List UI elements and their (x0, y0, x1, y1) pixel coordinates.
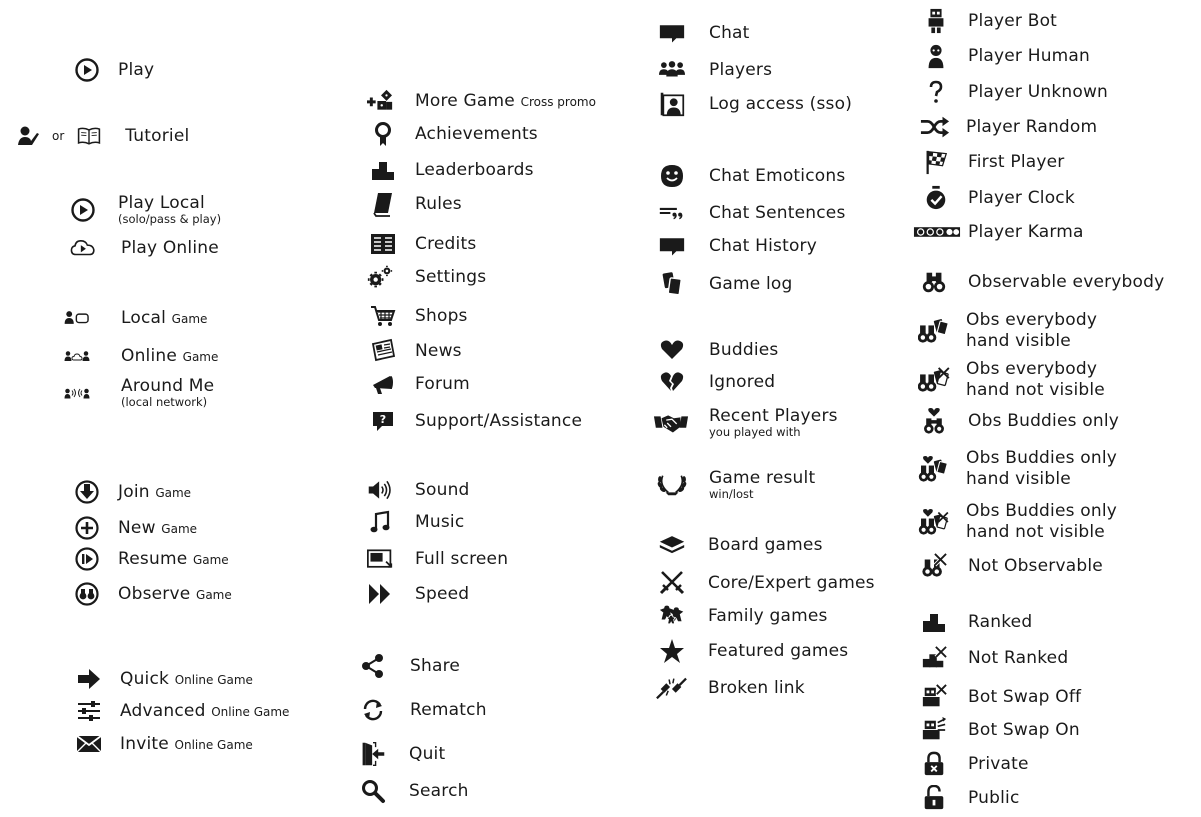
quick-suffix: Online Game (174, 672, 253, 687)
question-icon (921, 78, 951, 106)
binoculars-icon (919, 268, 949, 296)
leaderboards-item[interactable] (368, 156, 534, 184)
not-ranked-label: Not Ranked (968, 648, 1069, 668)
podium-icon (368, 156, 398, 184)
more-game-label: More Game (415, 90, 515, 111)
play-online-item[interactable] (68, 234, 219, 262)
search-item[interactable] (358, 777, 469, 805)
broken-link-label: Broken link (708, 678, 805, 698)
achievements-item[interactable] (368, 120, 538, 148)
shops-label: Shops (415, 306, 468, 326)
log-access-item[interactable] (657, 90, 852, 118)
podium-icon (919, 608, 949, 636)
observe-game-item[interactable] (72, 580, 232, 608)
sound-item[interactable] (365, 476, 470, 504)
crossed-swords-icon (657, 569, 687, 597)
dice-plus-icon (365, 87, 395, 115)
medal-icon (368, 120, 398, 148)
chat-label: Chat (709, 23, 750, 43)
online-game-suffix: Game (182, 349, 219, 364)
speaker-icon (365, 476, 395, 504)
core-games-label: Core/Expert games (708, 573, 875, 593)
new-label: New (118, 517, 156, 538)
local-label: Local (121, 307, 167, 328)
first-player-item[interactable] (921, 148, 1064, 176)
more-game-item[interactable] (365, 87, 596, 115)
private-item[interactable] (919, 750, 1029, 778)
public-item[interactable] (919, 784, 1020, 812)
achievements-label: Achievements (415, 124, 538, 144)
player-karma-label: Player Karma (968, 222, 1084, 242)
gears-icon (365, 263, 395, 291)
share-label: Share (410, 656, 461, 676)
invite-game-item[interactable] (74, 730, 253, 758)
game-result-label: Game result (709, 468, 816, 488)
quick-label: Quick (120, 668, 170, 689)
player-clock-label: Player Clock (968, 188, 1075, 208)
speed-item[interactable] (365, 580, 469, 608)
observe-game-suffix: Game (196, 587, 232, 602)
star-icon (657, 637, 687, 665)
checkered-flag-icon (921, 148, 951, 176)
ranked-item[interactable] (919, 608, 1032, 636)
obs-bud-hv-line2: hand visible (966, 469, 1071, 489)
smiley-icon (657, 162, 687, 190)
player-random-item[interactable] (919, 113, 1097, 141)
tutoriel-item[interactable] (14, 122, 189, 150)
player-unknown-item[interactable] (921, 78, 1108, 106)
chat-emoticons-item[interactable] (657, 162, 845, 190)
fast-forward-icon (365, 580, 395, 608)
help-bubble-icon (368, 407, 398, 435)
hand-pointer-icon (14, 122, 44, 150)
players-label: Players (709, 60, 773, 80)
speed-label: Speed (415, 584, 470, 604)
rematch-label: Rematch (410, 700, 487, 720)
resume-icon (72, 545, 102, 573)
local-network-icon (62, 379, 92, 407)
local-game-item[interactable] (62, 304, 207, 332)
local-game-suffix: Game (171, 311, 208, 326)
robot-icon (921, 7, 951, 35)
sliders-icon (74, 697, 104, 725)
svg-text:?: ? (379, 413, 387, 426)
credits-item[interactable] (368, 230, 476, 258)
player-clock-item[interactable] (921, 184, 1075, 212)
board-games-label: Board games (708, 535, 823, 555)
obs-ev-hv-line2: hand visible (966, 331, 1071, 351)
lock-open-icon (919, 784, 949, 812)
binoculars-cards-crossed-icon (917, 366, 951, 394)
music-item[interactable] (365, 508, 464, 536)
chat-history-icon (657, 232, 687, 260)
forum-label: Forum (415, 374, 470, 394)
open-book-icon (74, 122, 104, 150)
bot-swap-on-label: Bot Swap On (968, 720, 1080, 740)
refresh-icon (358, 696, 388, 724)
ignored-item[interactable] (657, 368, 775, 396)
advanced-suffix: Online Game (211, 704, 290, 719)
obs-ev-hnv-line2: hand not visible (966, 380, 1105, 400)
search-label: Search (409, 781, 469, 801)
broken-link-icon (654, 674, 688, 702)
local-player-icon (62, 304, 92, 332)
exit-door-icon (358, 740, 388, 768)
obs-everybody-hand-not-visible-item[interactable] (917, 359, 1105, 401)
board-icon (657, 531, 687, 559)
binoculars-heart-icon (919, 407, 949, 435)
game-result-item[interactable] (654, 468, 815, 501)
rules-item[interactable] (368, 190, 462, 218)
invite-label: Invite (120, 733, 169, 754)
play-local-sublabel: (solo/pass & play) (118, 212, 222, 226)
robot-crossed-icon (919, 683, 949, 711)
join-game-suffix: Game (155, 485, 192, 500)
online-game-item[interactable] (62, 342, 218, 370)
online-label: Online (121, 345, 178, 366)
broken-link-item[interactable] (654, 674, 805, 702)
chat-bubble-icon (657, 19, 687, 47)
quit-label: Quit (409, 744, 446, 764)
heart-icon (657, 336, 687, 364)
obs-bud-hnv-line1: Obs Buddies only (966, 501, 1118, 521)
leaderboards-label: Leaderboards (415, 160, 534, 180)
private-label: Private (968, 754, 1029, 774)
player-human-item[interactable] (921, 42, 1090, 70)
news-label: News (415, 341, 462, 361)
not-ranked-item[interactable] (919, 644, 1068, 672)
player-unknown-label: Player Unknown (968, 82, 1109, 102)
more-game-suffix: Cross promo (520, 94, 596, 109)
obs-buddies-item[interactable] (919, 407, 1119, 435)
chat-history-label: Chat History (709, 236, 818, 256)
play-item[interactable] (72, 56, 154, 84)
around-me-item[interactable] (62, 376, 214, 409)
family-games-label: Family games (708, 606, 828, 626)
play-local-label: Play Local (118, 193, 205, 213)
settings-label: Settings (415, 267, 487, 287)
obs-buddies-hand-visible-item[interactable] (917, 448, 1117, 490)
tutoriel-label: Tutoriel (125, 126, 190, 146)
chat-sentences-label: Chat Sentences (709, 203, 846, 223)
share-icon (358, 652, 388, 680)
resume-game-item[interactable] (72, 545, 229, 573)
binoculars-heart-cards-crossed-icon (917, 508, 951, 536)
play-online-label: Play Online (121, 238, 219, 258)
buddies-label: Buddies (709, 340, 779, 360)
laurel-icon (654, 471, 690, 499)
news-item[interactable] (368, 337, 462, 365)
play-icon (68, 196, 98, 224)
advanced-label: Advanced (120, 700, 206, 721)
binoculars-circle-icon (72, 580, 102, 608)
book-icon (368, 190, 398, 218)
player-random-label: Player Random (966, 117, 1098, 137)
fullscreen-label: Full screen (415, 549, 509, 569)
or-label: or (52, 129, 65, 143)
log-access-label: Log access (sso) (709, 94, 853, 114)
support-item[interactable] (368, 407, 582, 435)
bot-swap-on-item[interactable] (919, 716, 1080, 744)
person-icon (921, 42, 951, 70)
stopwatch-check-icon (921, 184, 951, 212)
recent-players-item[interactable] (652, 406, 838, 439)
rematch-item[interactable] (358, 696, 487, 724)
game-log-label: Game log (709, 274, 793, 294)
group-icon (657, 56, 687, 84)
first-player-label: First Player (968, 152, 1065, 172)
shops-item[interactable] (368, 302, 468, 330)
obs-buddies-label: Obs Buddies only (968, 411, 1120, 431)
binoculars-cards-icon (917, 317, 951, 345)
public-label: Public (968, 788, 1020, 808)
invite-suffix: Online Game (174, 737, 253, 752)
cards-icon (657, 270, 687, 298)
credits-label: Credits (415, 234, 477, 254)
newspaper-icon (368, 337, 398, 365)
cloud-play-icon (68, 234, 98, 262)
obs-bud-hnv-line2: hand not visible (966, 522, 1105, 542)
obs-buddies-hand-not-visible-item[interactable] (917, 501, 1117, 543)
obs-everybody-item[interactable] (919, 268, 1164, 296)
family-meeples-icon (657, 602, 687, 630)
robot-swap-icon (919, 716, 949, 744)
not-observable-label: Not Observable (968, 556, 1103, 576)
featured-games-item[interactable] (657, 637, 848, 665)
join-game-item[interactable] (72, 478, 191, 506)
player-bot-item[interactable] (921, 7, 1057, 35)
buddies-item[interactable] (657, 336, 778, 364)
recent-players-sublabel: you played with (709, 425, 801, 439)
not-observable-item[interactable] (919, 552, 1103, 580)
chat-emoticons-label: Chat Emoticons (709, 166, 846, 186)
chat-sentences-item[interactable] (657, 199, 846, 227)
user-card-icon (657, 90, 687, 118)
chat-item[interactable] (657, 19, 750, 47)
family-games-item[interactable] (657, 602, 828, 630)
board-games-item[interactable] (657, 531, 823, 559)
broken-heart-icon (657, 368, 687, 396)
plus-circle-icon (72, 514, 102, 542)
player-karma-item[interactable] (912, 218, 1084, 246)
recent-players-label: Recent Players (709, 406, 838, 426)
rules-label: Rules (415, 194, 462, 214)
bot-swap-off-item[interactable] (919, 683, 1081, 711)
featured-games-label: Featured games (708, 641, 849, 661)
fullscreen-icon (365, 545, 395, 573)
music-note-icon (365, 508, 395, 536)
envelope-icon (74, 730, 104, 758)
shuffle-icon (919, 113, 951, 141)
obs-everybody-hand-visible-item[interactable] (917, 310, 1097, 352)
play-icon (72, 56, 102, 84)
ranked-label: Ranked (968, 612, 1033, 632)
players-item[interactable] (657, 56, 772, 84)
around-me-sublabel: (local network) (121, 395, 208, 409)
arrow-right-icon (74, 665, 104, 693)
obs-everybody-label: Observable everybody (968, 272, 1165, 292)
cart-icon (368, 302, 398, 330)
forum-item[interactable] (368, 370, 470, 398)
fullscreen-item[interactable] (365, 545, 508, 573)
new-game-item[interactable] (72, 514, 197, 542)
quit-item[interactable] (358, 740, 445, 768)
resume-game-suffix: Game (192, 552, 229, 567)
obs-ev-hv-line1: Obs everybody (966, 310, 1098, 330)
settings-item[interactable] (365, 263, 486, 291)
share-item[interactable] (358, 652, 460, 680)
lock-closed-icon (919, 750, 949, 778)
obs-bud-hv-line1: Obs Buddies only (966, 448, 1118, 468)
obs-ev-hnv-line1: Obs everybody (966, 359, 1098, 379)
game-result-sublabel: win/lost (709, 487, 754, 501)
binoculars-heart-cards-icon (917, 455, 951, 483)
binoculars-crossed-icon (919, 552, 949, 580)
online-players-icon (62, 342, 92, 370)
observe-label: Observe (118, 583, 191, 604)
karma-dots-icon (912, 218, 962, 246)
search-icon (358, 777, 388, 805)
credits-icon (368, 230, 398, 258)
podium-crossed-icon (919, 644, 949, 672)
play-label: Play (118, 60, 155, 80)
advanced-game-item[interactable] (74, 697, 289, 725)
join-label: Join (118, 481, 150, 502)
player-bot-label: Player Bot (968, 11, 1058, 31)
support-label: Support/Assistance (415, 411, 583, 431)
quote-lines-icon (657, 199, 687, 227)
new-game-suffix: Game (161, 521, 198, 536)
handshake-icon (652, 409, 690, 437)
resume-label: Resume (118, 548, 188, 569)
play-local-item[interactable] (68, 193, 221, 226)
game-log-item[interactable] (657, 270, 793, 298)
around-me-label: Around Me (121, 376, 215, 396)
bot-swap-off-label: Bot Swap Off (968, 687, 1082, 707)
chat-history-item[interactable] (657, 232, 817, 260)
core-games-item[interactable] (657, 569, 875, 597)
music-label: Music (415, 512, 465, 532)
sound-label: Sound (415, 480, 470, 500)
megaphone-icon (368, 370, 398, 398)
player-human-label: Player Human (968, 46, 1091, 66)
quick-game-item[interactable] (74, 665, 253, 693)
join-icon (72, 478, 102, 506)
ignored-label: Ignored (709, 372, 776, 392)
